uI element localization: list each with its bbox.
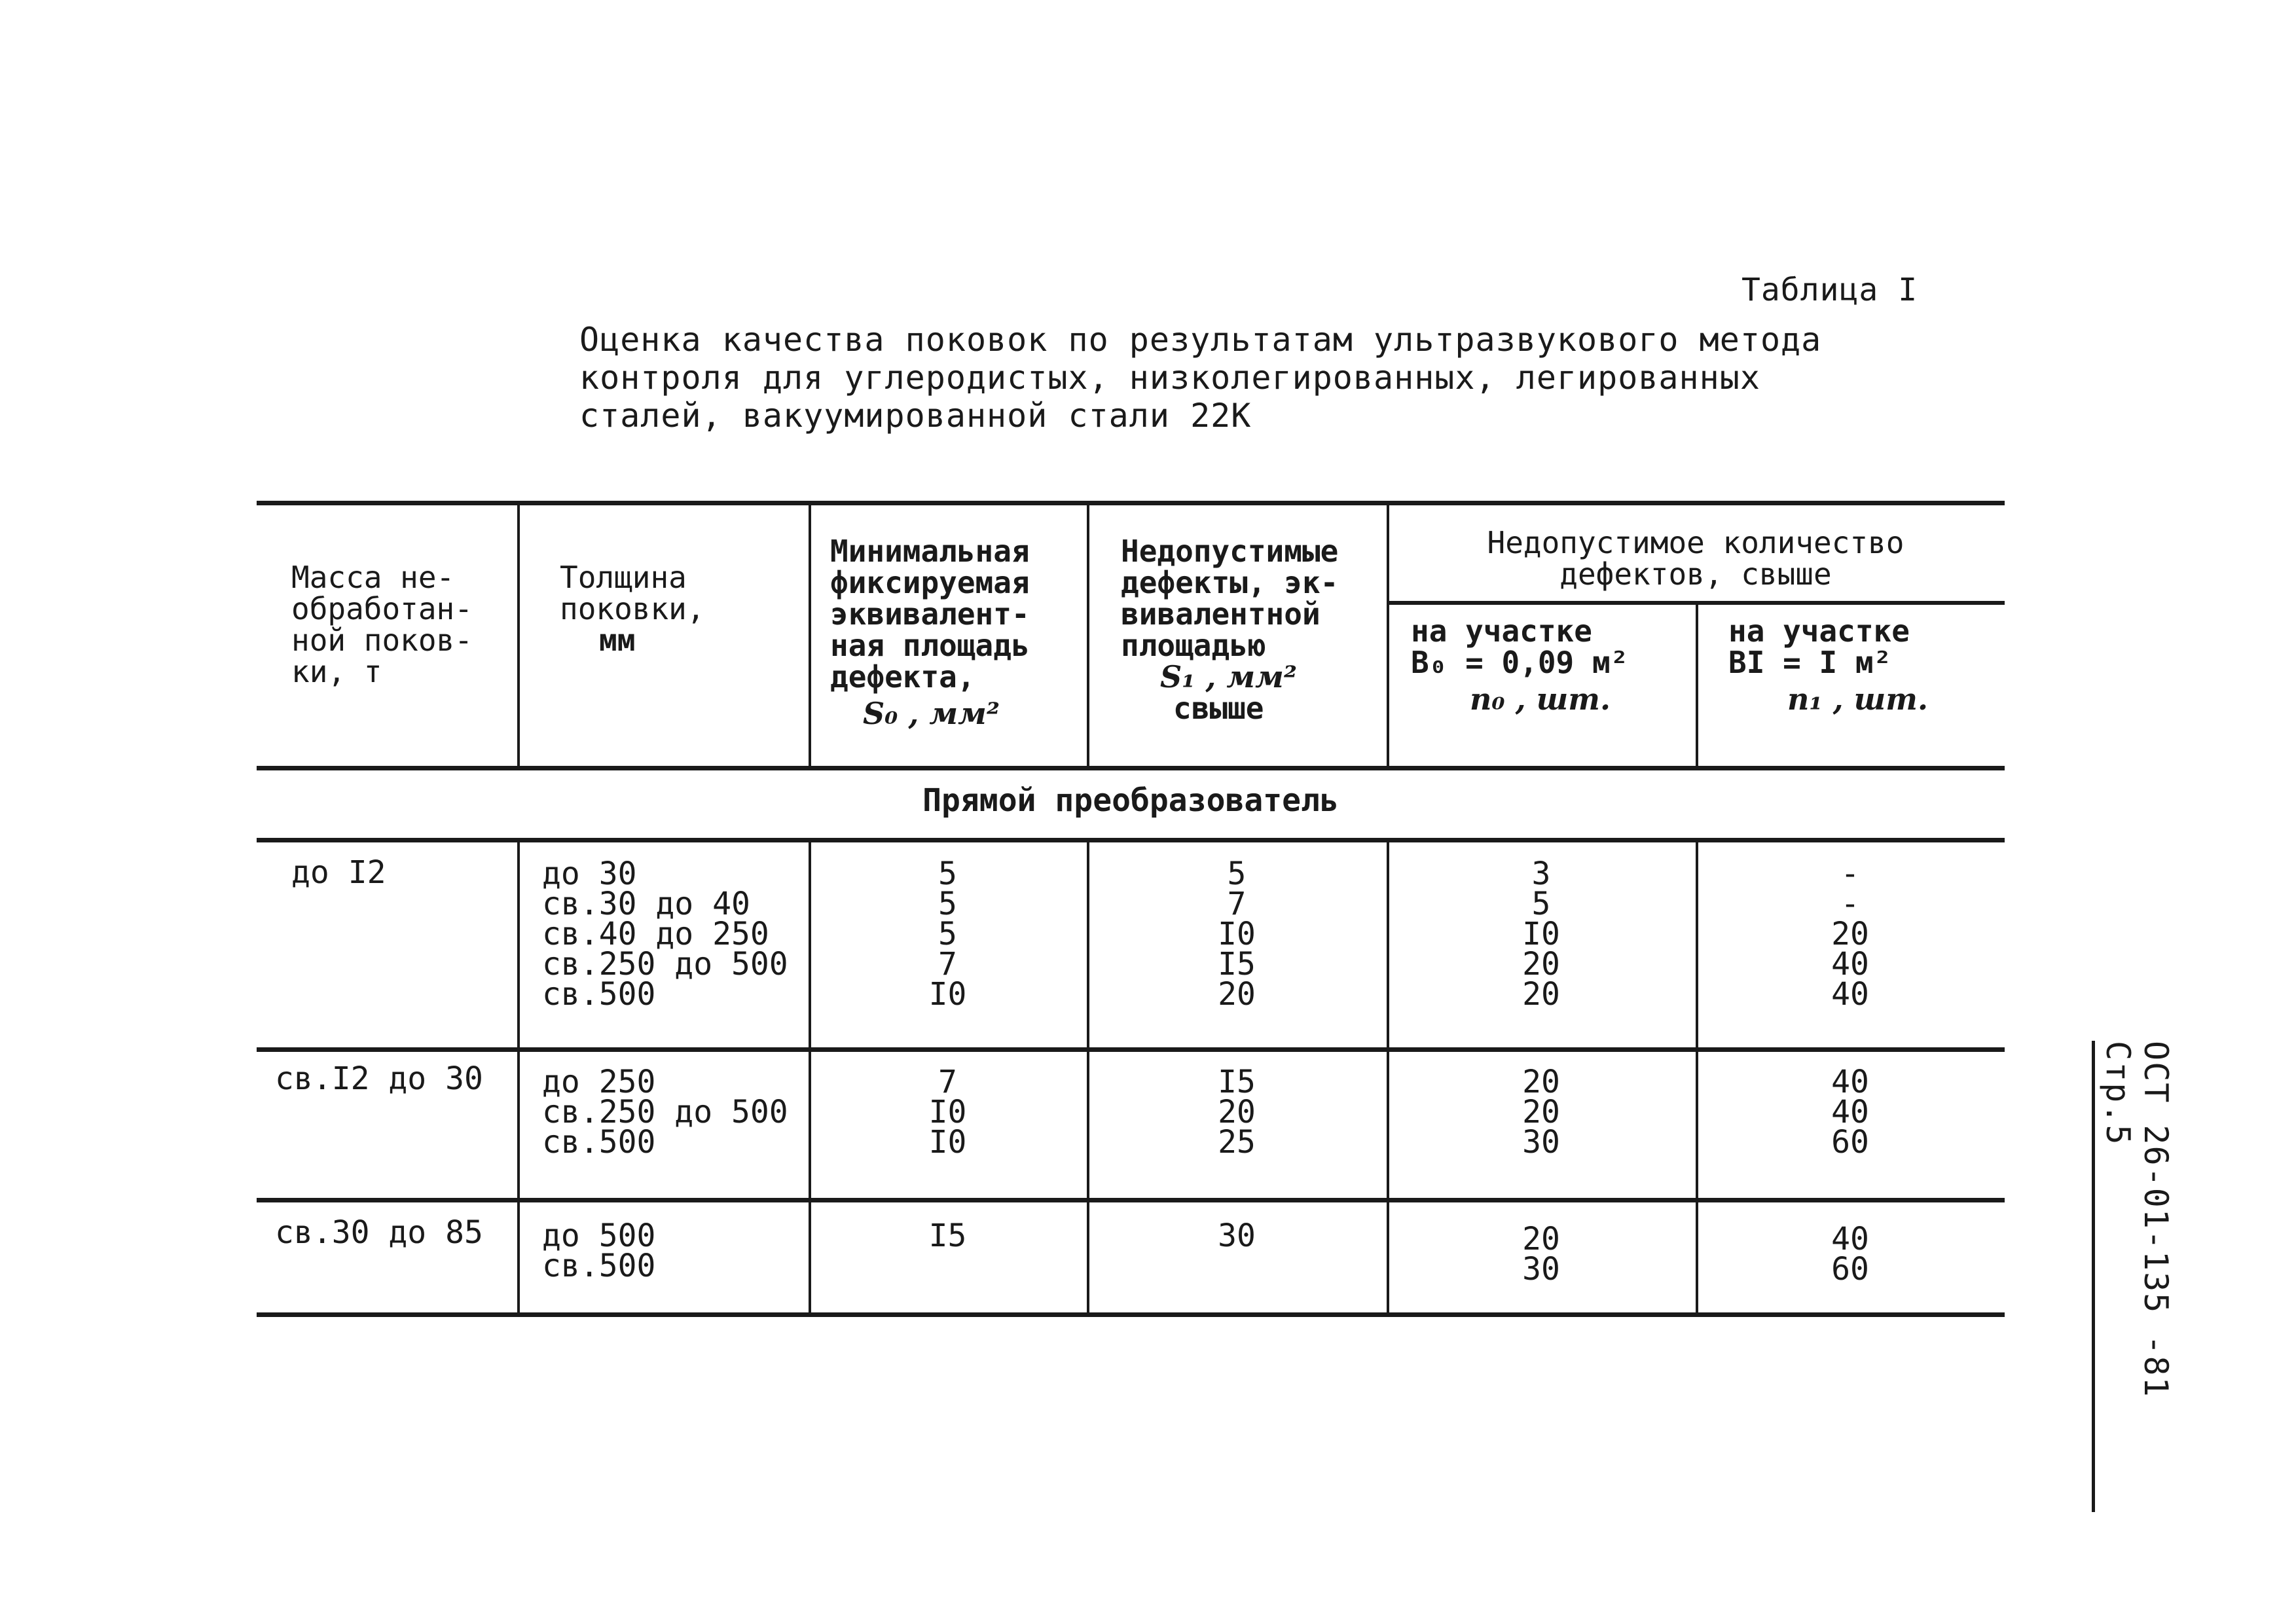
row2-n1 xyxy=(1696,1064,2005,1161)
header-line: BI = I м² xyxy=(1728,645,1892,680)
table-cell: I5 xyxy=(1218,946,1256,983)
table-cell: - xyxy=(1840,856,1860,892)
title-line: контроля для углеродистых, низколегированных, легированных xyxy=(579,359,1760,397)
header-line: свыше xyxy=(1173,691,1264,726)
table-cell: св.500 xyxy=(542,1124,656,1161)
table-cell: до 30 xyxy=(542,856,637,892)
table-cell: 30 xyxy=(1522,1124,1560,1161)
table-cell: св.250 до 500 xyxy=(542,1094,788,1130)
table-cell: I0 xyxy=(1218,916,1256,952)
row1-unacceptable xyxy=(1087,856,1387,1013)
col-divider xyxy=(517,503,520,768)
header-line: дефектов, свыше xyxy=(1559,556,1832,592)
header-line: дефекты, эк- xyxy=(1121,565,1339,600)
table-cell: 7 xyxy=(938,1064,957,1100)
document-code-stamp: ОСТ 26-01-135 -81 Стр.5 xyxy=(2092,1041,2175,1512)
header-area-b0 xyxy=(1411,615,1628,715)
row2-min-area xyxy=(809,1064,1087,1161)
table-cell: 30 xyxy=(1218,1218,1256,1254)
header-symbol: S₀ , мм² xyxy=(863,696,1000,731)
table-cell: 5 xyxy=(1531,886,1551,922)
header-min-area xyxy=(830,535,1030,729)
row3-thickness xyxy=(542,1218,656,1284)
table-cell: I0 xyxy=(928,1124,967,1161)
row2-unacceptable xyxy=(1087,1064,1387,1161)
table-cell: до 500 xyxy=(542,1218,656,1254)
table-cell: 40 xyxy=(1831,1094,1869,1130)
header-line: эквивалент- xyxy=(830,596,1030,632)
table-cell: 40 xyxy=(1831,946,1869,983)
section-label: Прямой преобразователь xyxy=(922,782,1339,819)
table-cell: 20 xyxy=(1218,1094,1256,1130)
row3-min-area xyxy=(809,1218,1087,1254)
title-line: Оценка качества поковок по результатам ультразвукового метода xyxy=(579,321,1822,359)
table-title xyxy=(579,321,1823,435)
table-cell: св.30 до 40 xyxy=(542,886,750,922)
table-cell: 20 xyxy=(1218,976,1256,1013)
header-line: Минимальная xyxy=(830,533,1030,569)
title-line: сталей, вакуумированной стали 22К xyxy=(579,397,1252,435)
header-line: поковки, xyxy=(560,591,705,626)
table-cell: 25 xyxy=(1218,1124,1256,1161)
table-cell: св.500 xyxy=(542,976,656,1013)
row1-mass xyxy=(291,854,386,891)
header-symbol: n₀ , шт. xyxy=(1470,681,1611,717)
table-cell: 3 xyxy=(1531,856,1551,892)
table-cell: 20 xyxy=(1522,1094,1560,1130)
row3-n0 xyxy=(1387,1221,1696,1288)
header-count-group xyxy=(1387,527,2005,590)
table-cell: I0 xyxy=(928,976,967,1013)
table-cell: 20 xyxy=(1522,946,1560,983)
row3-n1 xyxy=(1696,1221,2005,1288)
header-line: дефекта, xyxy=(830,659,975,695)
table-cell: 60 xyxy=(1831,1124,1869,1161)
header-line: Толщина xyxy=(560,560,687,595)
table-cell: I5 xyxy=(928,1218,967,1254)
table-label: Таблица I xyxy=(1741,272,1918,308)
table-cell: 5 xyxy=(1227,856,1247,892)
header-line: площадью xyxy=(1121,628,1266,663)
header-unacceptable-defects xyxy=(1121,535,1338,724)
header-line: Недопустимое количество xyxy=(1487,525,1904,560)
table-cell: - xyxy=(1840,886,1860,922)
table-cell: до I2 xyxy=(291,854,386,891)
table-cell: св.250 до 500 xyxy=(542,946,788,983)
table-cell: до 250 xyxy=(542,1064,656,1100)
header-line: B₀ = 0,09 м² xyxy=(1411,645,1629,680)
table-cell: 20 xyxy=(1831,916,1869,952)
table-cell: 40 xyxy=(1831,1221,1869,1257)
table-cell: I0 xyxy=(928,1094,967,1130)
table-cell: 20 xyxy=(1522,976,1560,1013)
table-cell: 60 xyxy=(1831,1251,1869,1288)
header-line: вивалентной xyxy=(1121,596,1321,632)
header-line: Недопустимые xyxy=(1121,533,1339,569)
row2-thickness xyxy=(542,1064,788,1161)
row3-unacceptable xyxy=(1087,1218,1387,1254)
header-line: ная площадь xyxy=(830,628,1030,663)
table-cell: св.I2 до 30 xyxy=(275,1060,483,1097)
table-cell: св.40 до 250 xyxy=(542,916,769,952)
table-cell: 40 xyxy=(1831,1064,1869,1100)
col-divider xyxy=(1696,603,1698,768)
header-line: фиксируемая xyxy=(830,565,1030,600)
table-cell: 7 xyxy=(938,946,957,983)
table-cell: 40 xyxy=(1831,976,1869,1013)
table-cell: I5 xyxy=(1218,1064,1256,1100)
table-cell: 5 xyxy=(938,916,957,952)
header-line: мм xyxy=(599,623,636,658)
row1-thickness xyxy=(542,856,788,1013)
row2-n0 xyxy=(1387,1064,1696,1161)
table-cell: 20 xyxy=(1522,1064,1560,1100)
header-line: на участке xyxy=(1411,613,1592,649)
row1-n1 xyxy=(1696,856,2005,1013)
table-cell: св.30 до 85 xyxy=(275,1214,483,1251)
header-mass xyxy=(291,562,473,687)
row2-mass xyxy=(275,1060,483,1097)
col-divider xyxy=(809,503,811,768)
table-cell: 7 xyxy=(1227,886,1247,922)
header-line: на участке xyxy=(1728,613,1910,649)
table-cell: 5 xyxy=(938,856,957,892)
header-symbol: n₁ , шт. xyxy=(1787,681,1928,717)
col-divider xyxy=(517,840,520,1314)
col-divider xyxy=(1087,503,1089,768)
table-cell: 30 xyxy=(1522,1251,1560,1288)
header-area-b1 xyxy=(1728,615,1928,715)
header-line: обработан- xyxy=(291,591,473,626)
table-cell: 5 xyxy=(938,886,957,922)
header-line: ной поков- xyxy=(291,623,473,658)
table-cell: св.500 xyxy=(542,1248,656,1284)
header-symbol: S₁ , мм² xyxy=(1160,659,1298,695)
table-cell: 20 xyxy=(1522,1221,1560,1257)
table-cell: I0 xyxy=(1522,916,1560,952)
row3-mass xyxy=(275,1214,483,1251)
row1-min-area xyxy=(809,856,1087,1013)
row1-n0 xyxy=(1387,856,1696,1013)
header-line: Масса не- xyxy=(291,560,455,595)
header-thickness xyxy=(560,562,705,656)
header-line: ки, т xyxy=(291,654,382,689)
